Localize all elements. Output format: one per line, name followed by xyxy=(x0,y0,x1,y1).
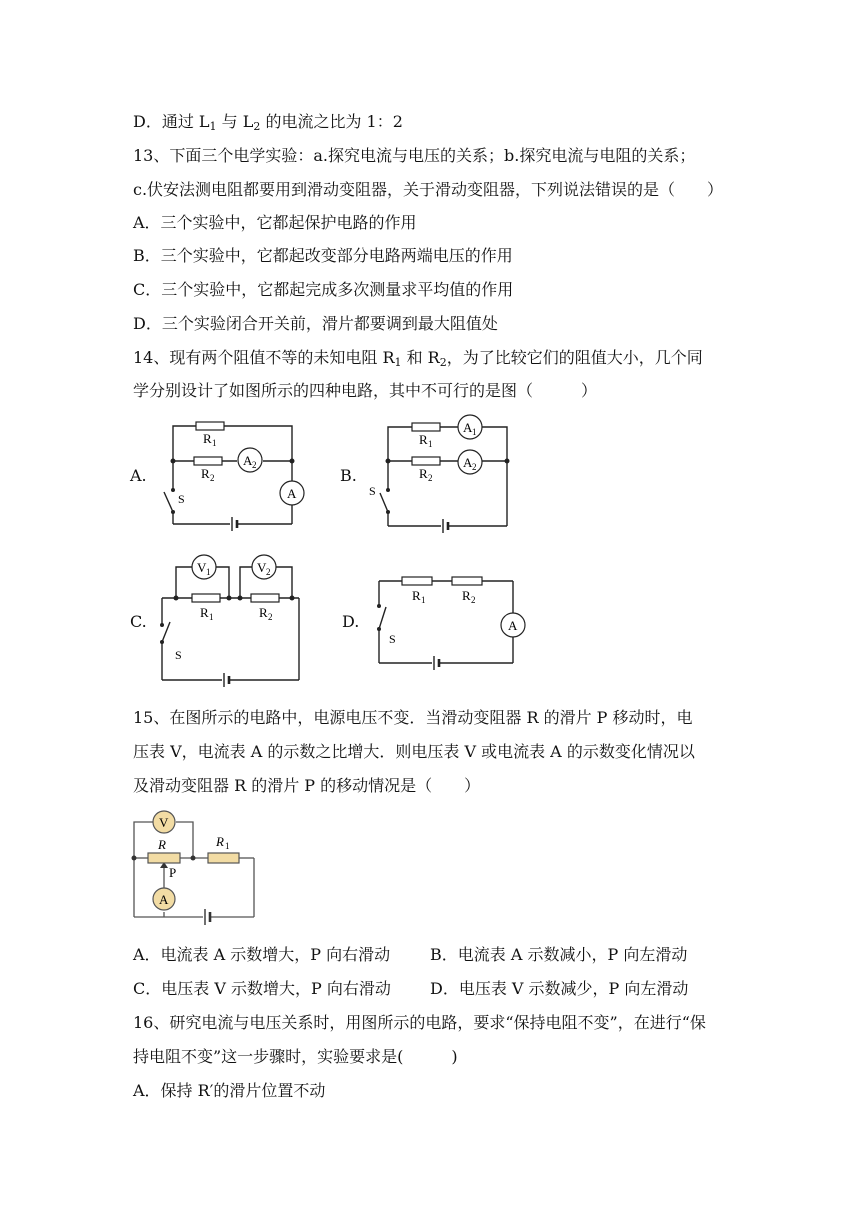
q13-option-c: C．三个实验中，它都起完成多次测量求平均值的作用 xyxy=(133,280,514,299)
q15-option-a: A．电流表 A 示数增大，P 向右滑动 xyxy=(133,945,391,964)
svg-text:A: A xyxy=(159,892,169,907)
q13-option-d: D．三个实验闭合开关前，滑片都要调到最大阻值处 xyxy=(133,314,498,333)
q14-fig-b-label: B. xyxy=(340,466,357,485)
q15-option-b: B．电流表 A 示数减小，P 向左滑动 xyxy=(430,945,688,964)
q15-stem-line1: 15、在图所示的电路中，电源电压不变．当滑动变阻器 R 的滑片 P 移动时，电 xyxy=(133,708,693,727)
svg-text:A: A xyxy=(463,455,473,470)
svg-text:A: A xyxy=(463,420,473,435)
svg-text:S: S xyxy=(178,492,185,506)
svg-text:2: 2 xyxy=(210,473,215,483)
svg-text:1: 1 xyxy=(212,438,217,448)
svg-text:S: S xyxy=(369,484,376,498)
svg-text:V: V xyxy=(159,815,169,830)
svg-text:P: P xyxy=(169,865,177,880)
svg-text:2: 2 xyxy=(428,473,433,483)
svg-text:R: R xyxy=(412,588,421,603)
svg-text:2: 2 xyxy=(266,567,271,577)
svg-text:2: 2 xyxy=(471,595,476,605)
svg-text:R: R xyxy=(158,837,166,852)
svg-text:A: A xyxy=(508,618,518,633)
q12-option-d: D．通过 $L_1$ 与 $L_2$ 的电流之比为 1：2 xyxy=(133,112,403,133)
q15-option-d: D．电压表 V 示数减少，P 向左滑动 xyxy=(430,979,689,998)
q13-stem-line1: 13、下面三个电学实验：a.探究电流与电压的关系；b.探究电流与电阻的关系； xyxy=(133,146,696,165)
svg-text:S: S xyxy=(175,648,182,662)
svg-text:R: R xyxy=(462,588,471,603)
svg-text:R: R xyxy=(200,605,209,620)
svg-text:1: 1 xyxy=(225,841,230,851)
q15-stem-line3: 及滑动变阻器 R 的滑片 P 的移动情况是（ ） xyxy=(133,776,481,795)
svg-text:A: A xyxy=(243,453,253,468)
svg-text:R: R xyxy=(419,466,428,481)
svg-text:V: V xyxy=(197,560,207,575)
svg-text:S: S xyxy=(389,632,396,646)
q13-option-b: B．三个实验中，它都起改变部分电路两端电压的作用 xyxy=(133,246,513,265)
q14-fig-a-label: A. xyxy=(130,466,147,485)
q14-fig-d-label: D. xyxy=(342,612,360,631)
svg-text:2: 2 xyxy=(472,462,477,472)
svg-text:R: R xyxy=(201,466,210,481)
svg-text:2: 2 xyxy=(252,460,257,470)
q16-stem-line2: 持电阻不变”这一步骤时，实验要求是( ) xyxy=(133,1047,458,1066)
q14-fig-c-label: C. xyxy=(130,612,147,631)
svg-text:R: R xyxy=(259,605,268,620)
svg-text:V: V xyxy=(257,560,267,575)
q14-stem-line1: 14、现有两个阻值不等的未知电阻 $R_1$ 和 $R_2$，为了比较它们的阻值大小，几个同 xyxy=(133,348,703,369)
svg-text:1: 1 xyxy=(206,567,211,577)
svg-text:R: R xyxy=(216,834,224,849)
svg-text:1: 1 xyxy=(428,439,433,449)
svg-text:R: R xyxy=(419,432,428,447)
svg-text:1: 1 xyxy=(421,595,426,605)
q14-stem-line2: 学分别设计了如图所示的四种电路，其中不可行的是图（ ） xyxy=(133,381,598,400)
q13-stem-line2: c.伏安法测电阻都要用到滑动变阻器，关于滑动变阻器，下列说法错误的是（ ） xyxy=(133,180,724,199)
svg-text:1: 1 xyxy=(472,427,477,437)
q16-stem-line1: 16、研究电流与电压关系时，用图所示的电路，要求“保持电阻不变”，在进行“保 xyxy=(133,1013,706,1032)
q13-option-a: A．三个实验中，它都起保护电路的作用 xyxy=(133,213,417,232)
q15-stem-line2: 压表 V，电流表 A 的示数之比增大．则电压表 V 或电流表 A 的示数变化情况以 xyxy=(133,742,695,761)
svg-text:1: 1 xyxy=(209,612,214,622)
q15-option-c: C．电压表 V 示数增大，P 向右滑动 xyxy=(133,979,391,998)
q16-option-a: A．保持 R′的滑片位置不动 xyxy=(133,1081,326,1100)
svg-text:R: R xyxy=(203,431,212,446)
svg-text:A: A xyxy=(287,486,297,501)
svg-text:2: 2 xyxy=(268,612,273,622)
